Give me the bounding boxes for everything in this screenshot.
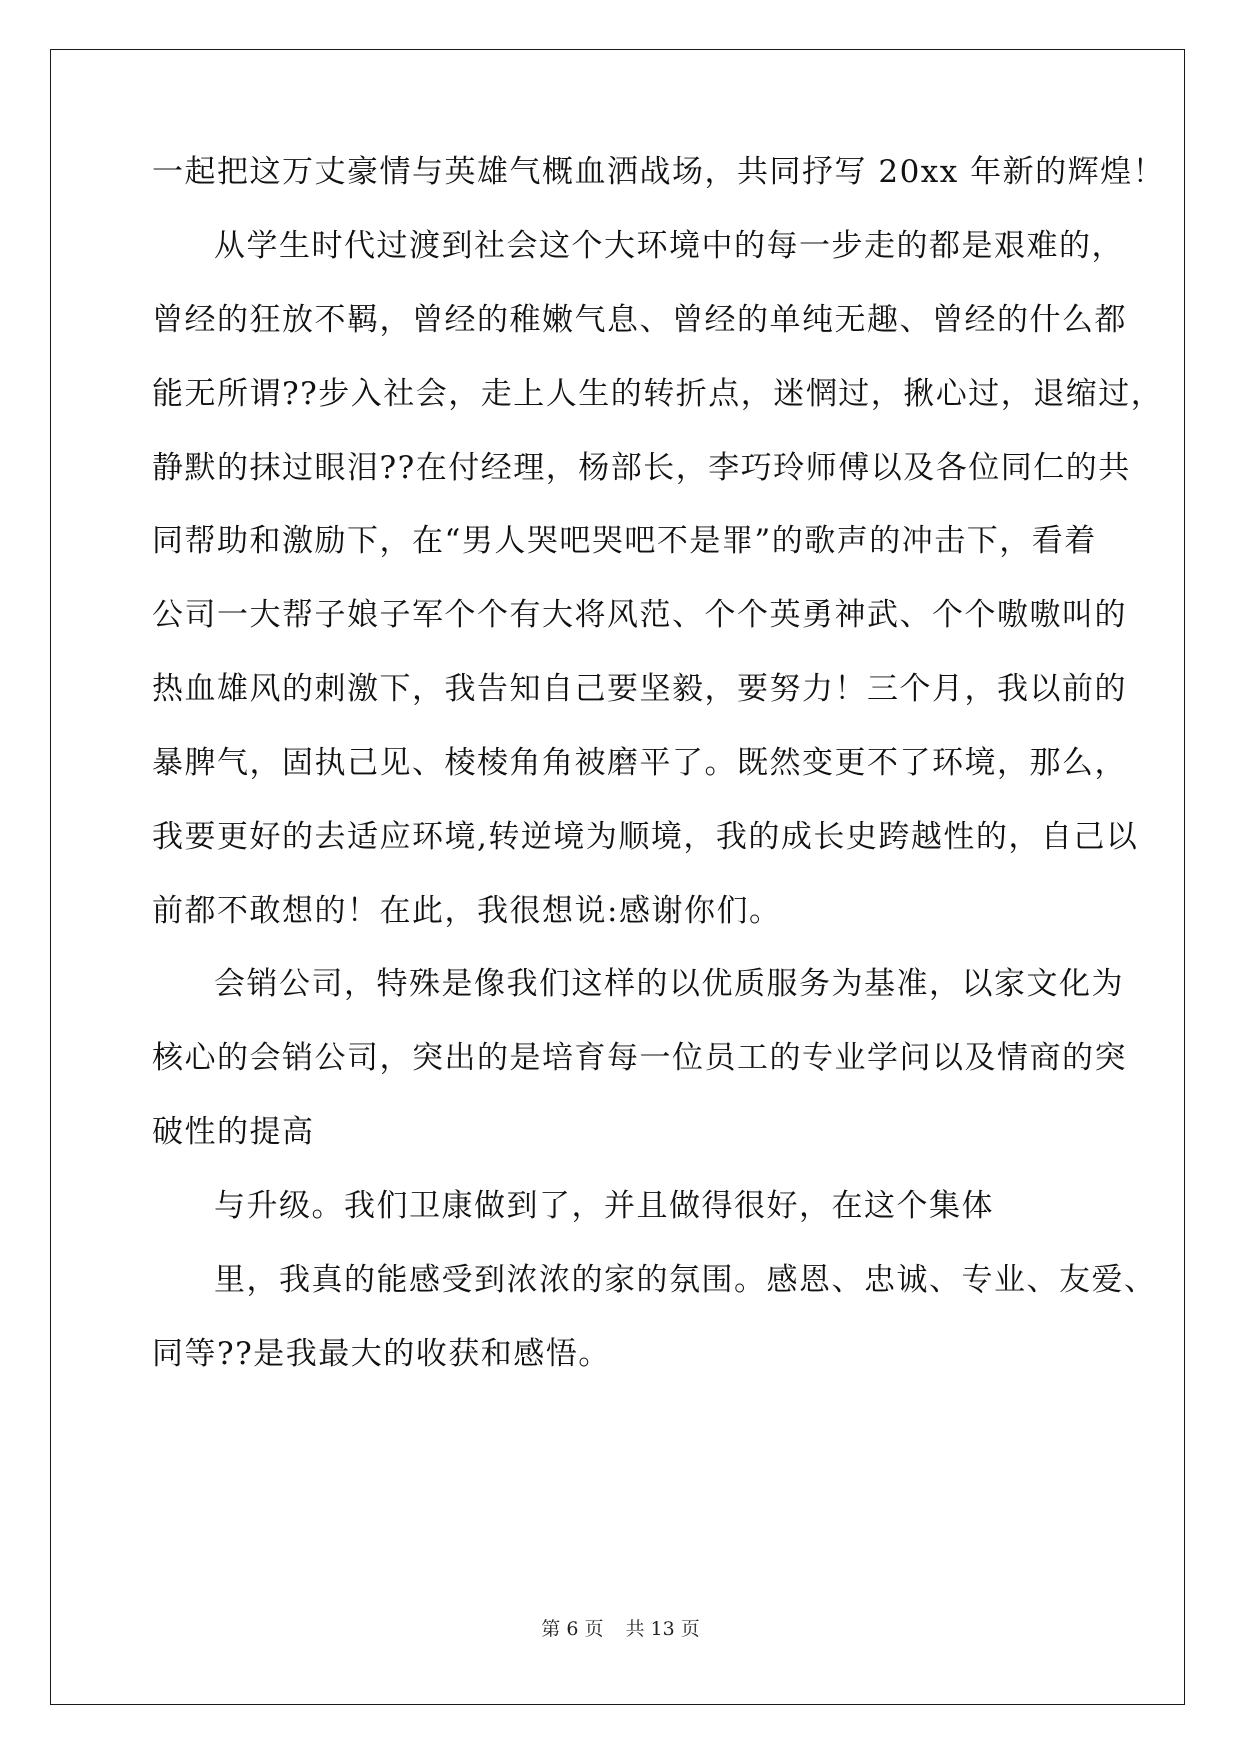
text-line: 热血雄风的刺激下，我告知自己要坚毅，要努力！三个月，我以前的: [152, 671, 1127, 707]
text-line: 曾经的狂放不羁，曾经的稚嫩气息、曾经的单纯无趣、曾经的什么都: [152, 302, 1127, 338]
text-line: 一起把这万丈豪情与英雄气概血洒战场，共同抒写 20xx 年新的辉煌！: [152, 154, 1166, 190]
text-line: 暴脾气，固执己见、棱棱角角被磨平了。既然变更不了环境，那么，: [152, 745, 1127, 781]
text-line: 能无所谓??步入社会，走上人生的转折点，迷惘过，揪心过，退缩过，: [152, 376, 1164, 412]
text-line: 破性的提高: [152, 1114, 315, 1150]
page-footer: [0, 1617, 1241, 1641]
text-line: 核心的会销公司，突出的是培育每一位员工的专业学问以及情商的突: [152, 1040, 1127, 1076]
text-line: 从学生时代过渡到社会这个大环境中的每一步走的都是艰难的，: [214, 228, 1124, 264]
text-line: 公司一大帮子娘子军个个有大将风范、个个英勇神武、个个嗷嗷叫的: [152, 597, 1127, 633]
page-total: 共 13 页: [625, 1618, 700, 1640]
page-frame: [50, 49, 1185, 1705]
text-line: 同帮助和激励下，在“男人哭吧哭吧不是罪”的歌声的冲击下，看着: [152, 523, 1097, 559]
text-line: 我要更好的去适应环境,转逆境为顺境，我的成长史跨越性的，自己以: [152, 819, 1139, 855]
text-line: 静默的抹过眼泪??在付经理，杨部长，李巧玲师傅以及各位同仁的共: [152, 450, 1131, 486]
text-line: 里，我真的能感受到浓浓的家的氛围。感恩、忠诚、专业、友爱、: [214, 1262, 1157, 1298]
text-line: 会销公司，特殊是像我们这样的以优质服务为基准，以家文化为: [214, 966, 1124, 1002]
text-line: 前都不敢想的！在此，我很想说:感谢你们。: [152, 893, 782, 929]
text-line: 与升级。我们卫康做到了，并且做得很好，在这个集体: [214, 1188, 994, 1224]
text-line: 同等??是我最大的收获和感悟。: [152, 1336, 611, 1372]
page-number: 第 6 页: [541, 1618, 604, 1640]
